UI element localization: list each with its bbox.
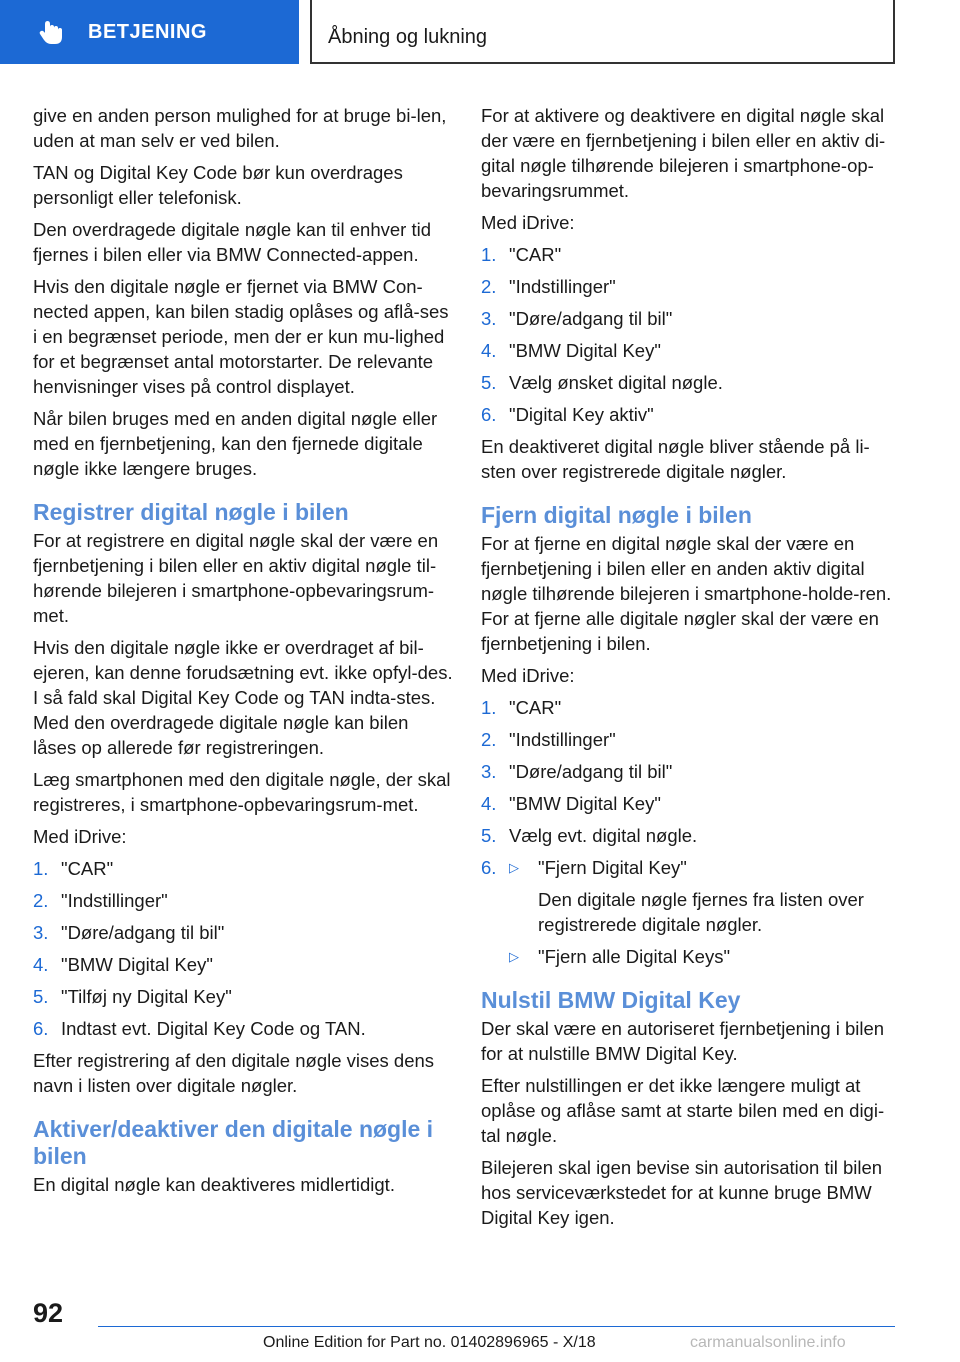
step-number: 1. [481,244,497,265]
step-number: 6. [33,1018,49,1039]
page-number: 92 [33,1298,64,1328]
option-text: "Fjern Digital Key" [538,857,687,878]
step-text: "Døre/adgang til bil" [509,308,673,329]
list-item [481,274,901,299]
step-number: 5. [481,372,497,393]
remove-steps [481,695,901,969]
list-item [33,984,453,1009]
list-item [481,306,901,331]
activate-steps [481,242,901,427]
step-number: 3. [481,761,497,782]
chapter-label: BETJENING [88,20,207,43]
step-text: "Indstillinger" [509,729,616,750]
paragraph: Med iDrive: [481,665,575,686]
step-options [509,855,901,969]
list-item [481,242,901,267]
list-item [33,952,453,977]
paragraph: Der skal være en autoriseret fjernbetjening i bilen for at nulstille BMW Digital Key. [481,1018,885,1064]
step-text: Vælg ønsket digital nøgle. [509,372,723,393]
footer-divider [98,1326,895,1327]
sub-option [509,855,901,937]
heading-activate: Aktiver/deaktiver den digitale nøgle i bilen [33,1116,434,1169]
step-number: 2. [481,729,497,750]
paragraph: En digital nøgle kan deaktiveres midlertidigt. [33,1174,395,1195]
step-text: "Digital Key aktiv" [509,404,654,425]
heading-reset: Nulstil BMW Digital Key [481,987,741,1013]
step-number: 2. [33,890,49,911]
step-text: Vælg evt. digital nøgle. [509,825,698,846]
list-item [481,727,901,752]
step-number: 1. [33,858,49,879]
option-text: "Fjern alle Digital Keys" [538,946,731,967]
paragraph: For at fjerne en digital nøgle skal der være en fjernbetjening i bilen eller en anden aktiv digital nøgle tilhørende bilejeren i smartphone-holde-ren. For at fjerne alle digitale nøgler skal der være en fjernbetjening i bilen. [481,533,892,654]
list-item [33,888,453,913]
list-item [33,856,453,881]
step-text: "BMW Digital Key" [509,793,661,814]
option-note: Den digitale nøgle fjernes fra listen over registrerede digitale nøgler. [538,889,864,935]
paragraph: Efter registrering af den digitale nøgle vises dens navn i listen over digitale nøgler. [33,1050,435,1096]
step-text: "BMW Digital Key" [509,340,661,361]
step-text: "CAR" [61,858,114,879]
step-number: 2. [481,276,497,297]
step-number: 5. [481,825,497,846]
paragraph: Efter nulstillingen er det ikke længere muligt at oplåse og aflåse samt at starte bilen med en digi-tal nøgle. [481,1075,885,1146]
step-text: "Døre/adgang til bil" [509,761,673,782]
list-item [481,823,901,848]
list-item [33,920,453,945]
step-text: "Indstillinger" [509,276,616,297]
step-number: 3. [33,922,49,943]
step-number: 3. [481,308,497,329]
list-item [481,402,901,427]
paragraph: give en anden person mulighed for at bruge bi-len, uden at man selv er ved bilen. [33,105,447,151]
left-column [33,103,453,1204]
right-column [481,103,901,1237]
hand-pointer-icon [36,15,70,49]
list-item [481,791,901,816]
heading-remove: Fjern digital nøgle i bilen [481,502,752,528]
sub-option [509,944,901,969]
step-text: "Indstillinger" [61,890,168,911]
step-text: "BMW Digital Key" [61,954,213,975]
list-item [481,695,901,720]
list-item [481,370,901,395]
paragraph: For at aktivere og deaktivere en digital nøgle skal der være en fjernbetjening i bilen eller en aktiv di-gital nøgle tilhørende bilejeren i smartphone-op-bevaringsrummet. [481,105,886,201]
step-number: 5. [33,986,49,1007]
register-steps [33,856,453,1041]
edition-text: Online Edition for Part no. 01402896965 - X/18 [263,1334,596,1351]
list-item [481,338,901,363]
paragraph: Bilejeren skal igen bevise sin autorisation til bilen hos serviceværkstedet for at kunne bruge BMW Digital Key igen. [481,1157,883,1228]
step-number: 4. [481,340,497,361]
triangle-bullet-icon: ▷ [509,949,519,964]
list-item [481,855,901,969]
paragraph: For at registrere en digital nøgle skal der være en fjernbetjening i bilen eller en aktiv digital nøgle til-hørende bilejeren i smartphone-opbevaringsrum-met. [33,530,439,626]
step-number: 1. [481,697,497,718]
list-item [481,759,901,784]
paragraph: Hvis den digitale nøgle er fjernet via BMW Con-nected appen, kan bilen stadig oplåses og aflå-ses i en begrænset periode, men der er kun mu-lighed for et begrænset antal motorstarter. De relevante henvisninger vises på control displayet. [33,276,449,397]
step-text: "CAR" [509,244,562,265]
step-text: "Tilføj ny Digital Key" [61,986,232,1007]
section-title: Åbning og lukning [328,26,488,48]
list-item [33,1016,453,1041]
section-header [310,0,895,64]
paragraph: TAN og Digital Key Code bør kun overdrages personligt eller telefonisk. [33,162,403,208]
step-number: 4. [481,793,497,814]
paragraph: Læg smartphonen med den digitale nøgle, der skal registreres, i smartphone-opbevaringsrum-met. [33,769,451,815]
chapter-tab [0,0,299,64]
paragraph: Når bilen bruges med en anden digital nøgle eller med en fjernbetjening, kan den fjernede digitale nøgle ikke længere bruges. [33,408,438,479]
paragraph: Hvis den digitale nøgle ikke er overdraget af bil-ejeren, kan denne forudsætning evt. ikke opfyl-des. I så fald skal Digital Key Code og TAN indta-stes. Med den overdragede digitale nøgle kan bilen låses op allerede før registreringen. [33,637,453,758]
step-text: "Døre/adgang til bil" [61,922,225,943]
watermark: carmanualsonline.info [690,1334,846,1351]
paragraph: En deaktiveret digital nøgle bliver stående på li-sten over registrerede digitale nøgler. [481,436,870,482]
paragraph: Med iDrive: [33,826,127,847]
paragraph: Den overdragede digitale nøgle kan til enhver tid fjernes i bilen eller via BMW Connected-appen. [33,219,431,265]
triangle-bullet-icon: ▷ [509,860,519,875]
step-number: 4. [33,954,49,975]
step-text: "CAR" [509,697,562,718]
heading-register: Registrer digital nøgle i bilen [33,499,349,525]
paragraph: Med iDrive: [481,212,575,233]
step-text: Indtast evt. Digital Key Code og TAN. [61,1018,366,1039]
step-number: 6. [481,857,497,878]
step-number: 6. [481,404,497,425]
